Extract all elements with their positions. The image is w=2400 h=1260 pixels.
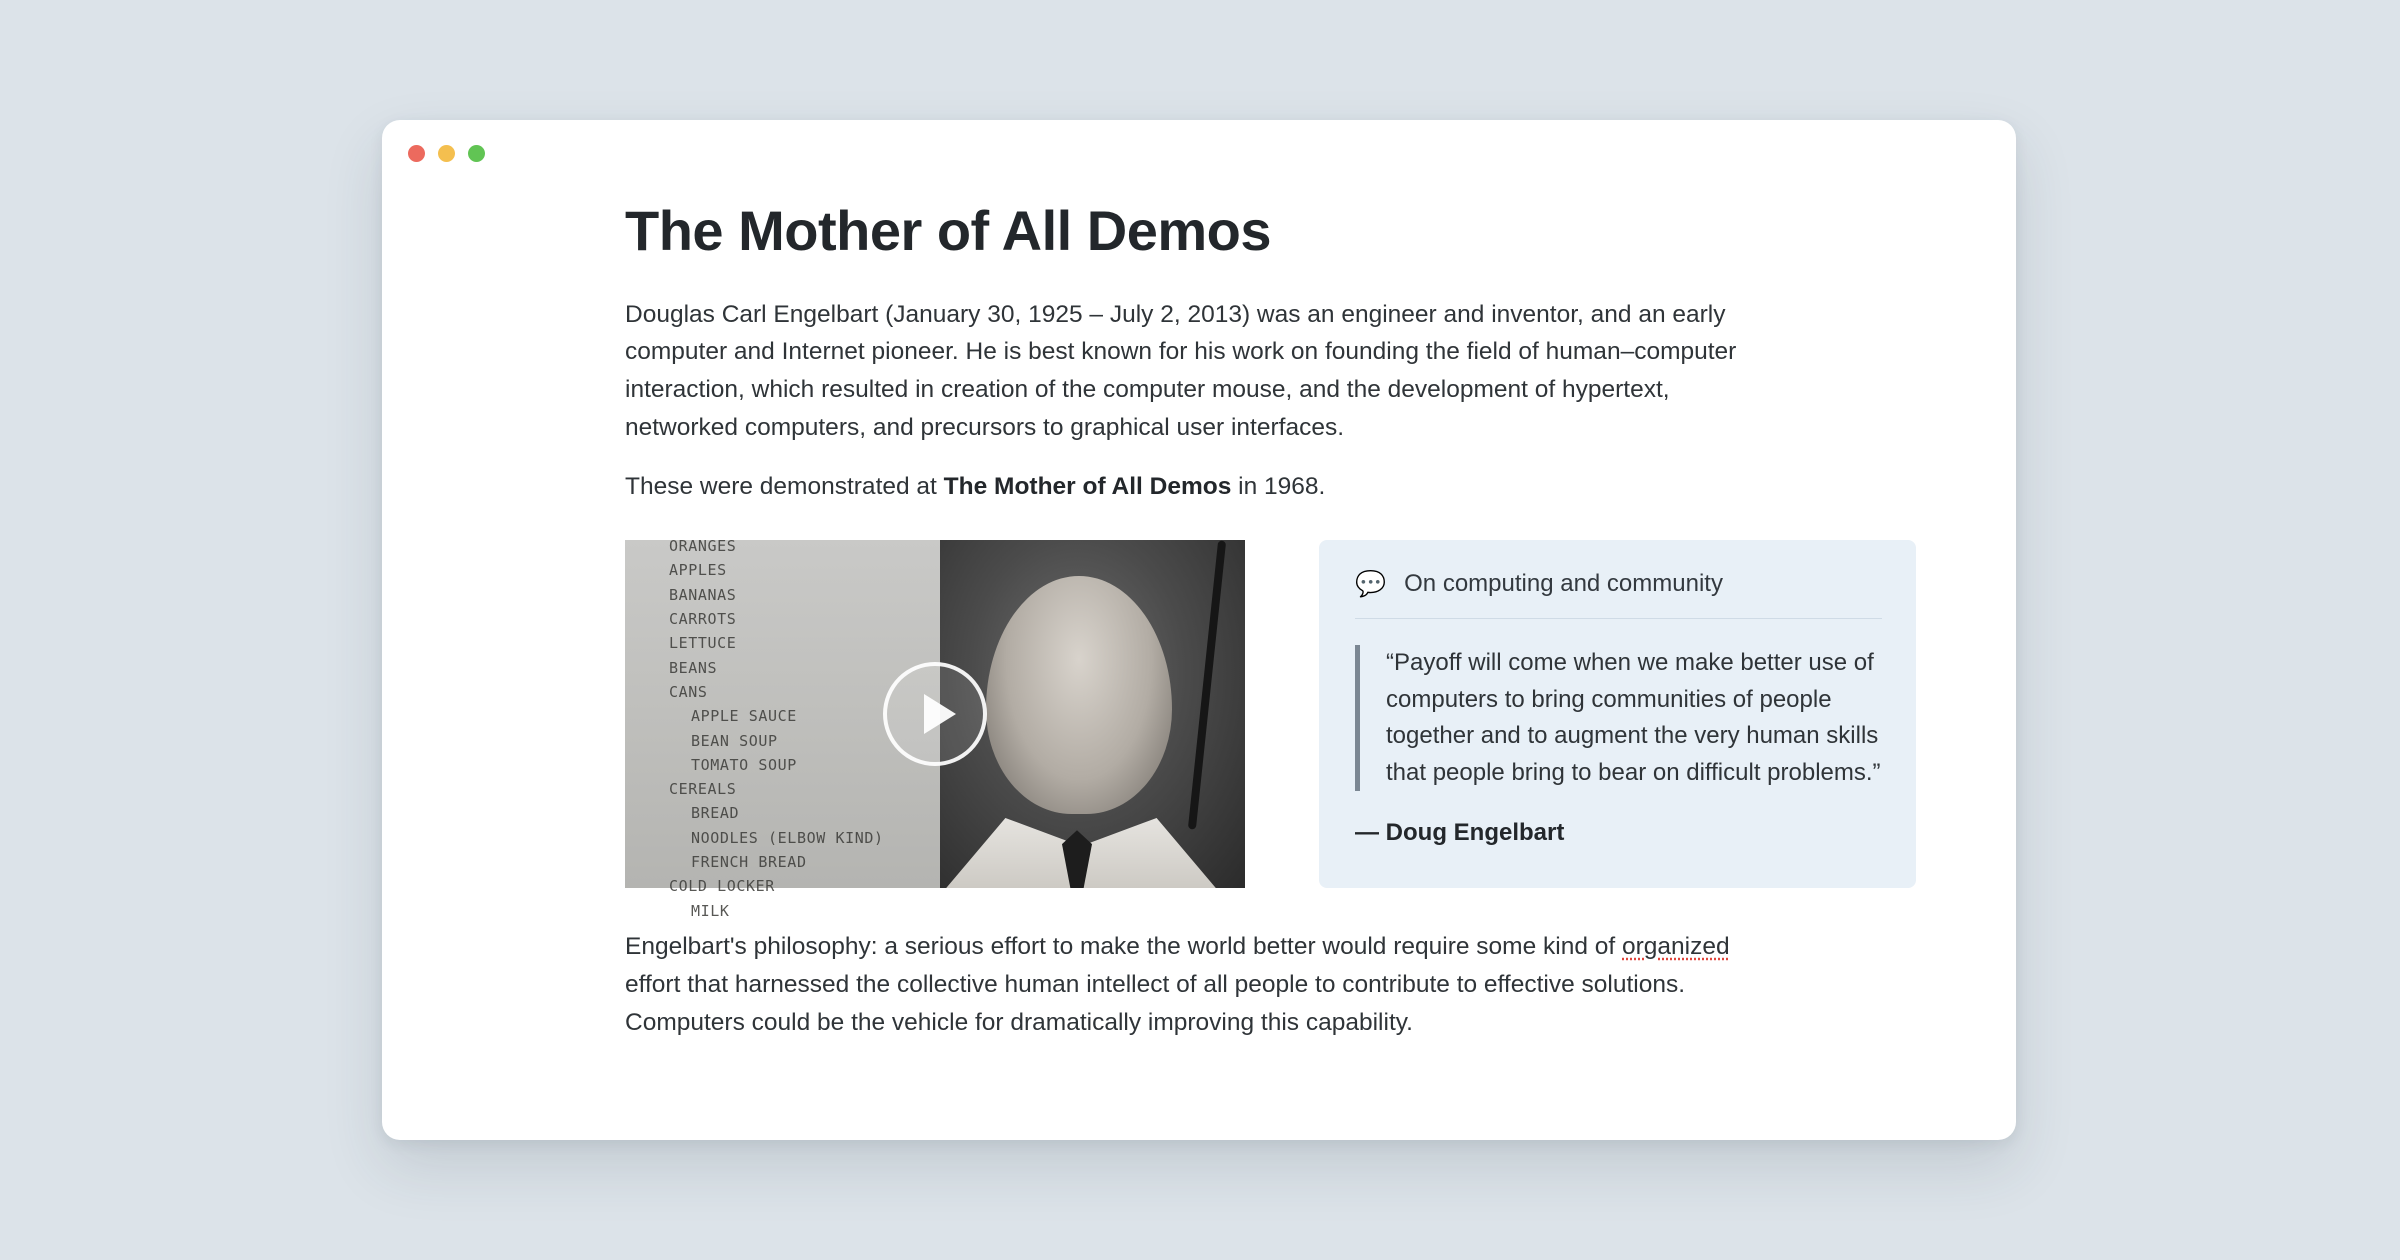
- list-item: COLD LOCKER: [669, 877, 775, 896]
- paragraph-demos-pre: These were demonstrated at: [625, 473, 944, 501]
- media-row: [625, 537, 1916, 920]
- video-grocery-list: [669, 534, 884, 923]
- article-content: [382, 186, 2016, 1041]
- paragraph-philosophy-pre: Engelbart's philosophy: a serious effort to make the world better would require some kind of: [625, 933, 1623, 961]
- paragraph-philosophy-post: effort that harnessed the collective human intellect of all people to contribute to effective solutions. Computers could be the vehicle for dramatically improving this capability.: [625, 970, 1686, 1036]
- list-item: ORANGES: [669, 537, 737, 556]
- list-item: APPLES: [669, 561, 727, 580]
- list-item: TOMATO SOUP: [691, 755, 797, 774]
- list-item: MILK: [691, 901, 730, 920]
- presenter-portrait: [986, 576, 1172, 814]
- list-item: NOODLES (ELBOW KIND): [691, 828, 884, 847]
- speech-bubble-icon: 💬: [1355, 569, 1387, 598]
- quote-attribution: — Doug Engelbart: [1355, 819, 1565, 847]
- paragraph-demos-post: in 1968.: [1231, 473, 1326, 501]
- list-item: BEANS: [669, 658, 718, 677]
- play-button[interactable]: [883, 662, 987, 766]
- misspelled-word[interactable]: organized: [1622, 933, 1730, 961]
- list-item: BREAD: [691, 804, 740, 823]
- quote-card-header: [1355, 570, 1882, 619]
- list-item: CEREALS: [669, 780, 737, 799]
- quote-text: “Payoff will come when we make better use of computers to bring communities of people together and to augment the very human skills that people bring to bear on difficult problems.”: [1355, 645, 1882, 791]
- list-item: LETTUCE: [669, 634, 737, 653]
- list-item: CANS: [669, 682, 708, 701]
- minimize-icon[interactable]: [438, 145, 455, 162]
- quote-card-heading: On computing and community: [1404, 570, 1723, 598]
- paragraph-philosophy: [625, 928, 1745, 1041]
- paragraph-demos-bold: The Mother of All Demos: [943, 473, 1232, 501]
- video-player[interactable]: [625, 537, 1245, 920]
- close-icon[interactable]: [408, 145, 425, 162]
- list-item: FRENCH BREAD: [691, 853, 807, 872]
- play-icon: [924, 694, 956, 734]
- app-window: [382, 120, 2016, 1140]
- cable-shape: [1188, 541, 1226, 830]
- page-title: The Mother of All Demos: [625, 199, 1272, 262]
- window-titlebar: [382, 120, 2016, 186]
- zoom-icon[interactable]: [468, 145, 485, 162]
- paragraph-intro: Douglas Carl Engelbart (January 30, 1925 – July 2, 2013) was an engineer and inventor, and an early computer and Internet pioneer. He is best known for his work on founding the field of human–computer interaction, which resulted in creation of the computer mouse, and the development of hypertext, networked computers, and precursors to graphical user interfaces.: [625, 300, 1737, 441]
- list-item: APPLE SAUCE: [691, 707, 797, 726]
- quote-card: [1319, 540, 1916, 888]
- list-item: BEAN SOUP: [691, 731, 778, 750]
- paragraph-demos: [625, 468, 1765, 506]
- list-item: BANANAS: [669, 585, 737, 604]
- list-item: CARROTS: [669, 610, 737, 629]
